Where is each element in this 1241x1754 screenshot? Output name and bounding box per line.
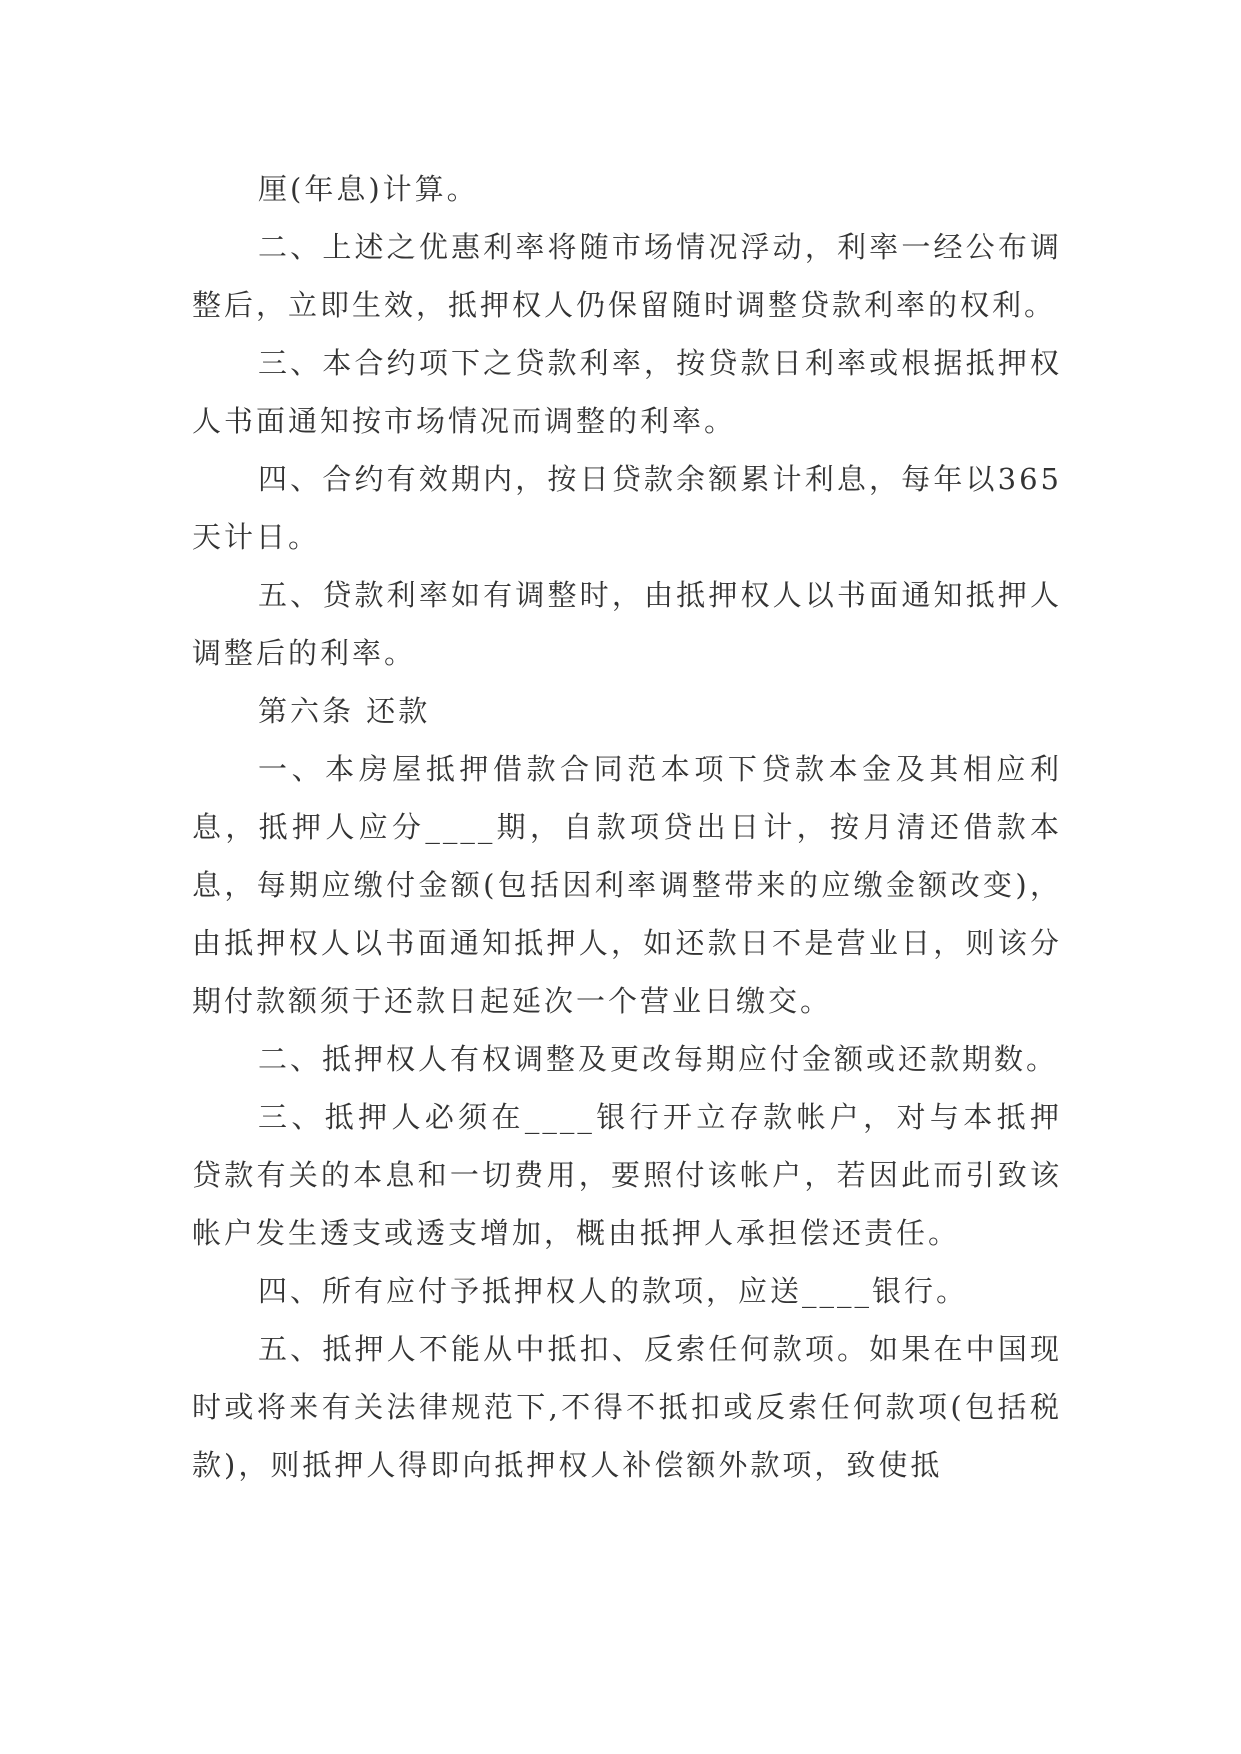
paragraph-payment-bank: 四、所有应付予抵押权人的款项，应送____银行。: [258, 1274, 969, 1308]
paragraph-installments: 一、本房屋抵押借款合同范本项下贷款本金及其相应利息，抵押人应分____期，自款项贷出日计，按月清还借款本息，每期应缴付金额(包括因利率调整带来的应缴金额改变)，由抵押权人以书面通知抵押人，如还款日不是营业日，则该分期付款额须于还款日起延次一个营业日缴交。: [192, 752, 1062, 1018]
paragraph-interest-calc-end: 厘(年息)计算。: [258, 172, 479, 206]
paragraph-rate-adjust-notice: 五、贷款利率如有调整时，由抵押权人以书面通知抵押人调整后的利率。: [192, 578, 1062, 670]
paragraph-no-deduction: 五、抵押人不能从中抵扣、反索任何款项。如果在中国现时或将来有关法律规范下,不得不抵扣或反索任何款项(包括税款)，则抵押人得即向抵押权人补偿额外款项，致使抵: [192, 1332, 1062, 1482]
paragraph-deposit-account: 三、抵押人必须在____银行开立存款帐户，对与本抵押贷款有关的本息和一切费用，要照付该帐户，若因此而引致该帐户发生透支或透支增加，概由抵押人承担偿还责任。: [192, 1100, 1062, 1250]
paragraph-rate-floating: 二、上述之优惠利率将随市场情况浮动，利率一经公布调整后，立即生效，抵押权人仍保留随时调整贷款利率的权利。: [192, 230, 1062, 322]
paragraph-daily-interest: 四、合约有效期内，按日贷款余额累计利息，每年以365天计日。: [192, 462, 1062, 554]
section-heading-repayment: 第六条 还款: [258, 694, 431, 728]
document-body: [192, 160, 1062, 1494]
paragraph-loan-rate: 三、本合约项下之贷款利率，按贷款日利率或根据抵押权人书面通知按市场情况而调整的利率。: [192, 346, 1062, 438]
paragraph-adjust-installments: 二、抵押权人有权调整及更改每期应付金额或还款期数。: [258, 1042, 1059, 1076]
